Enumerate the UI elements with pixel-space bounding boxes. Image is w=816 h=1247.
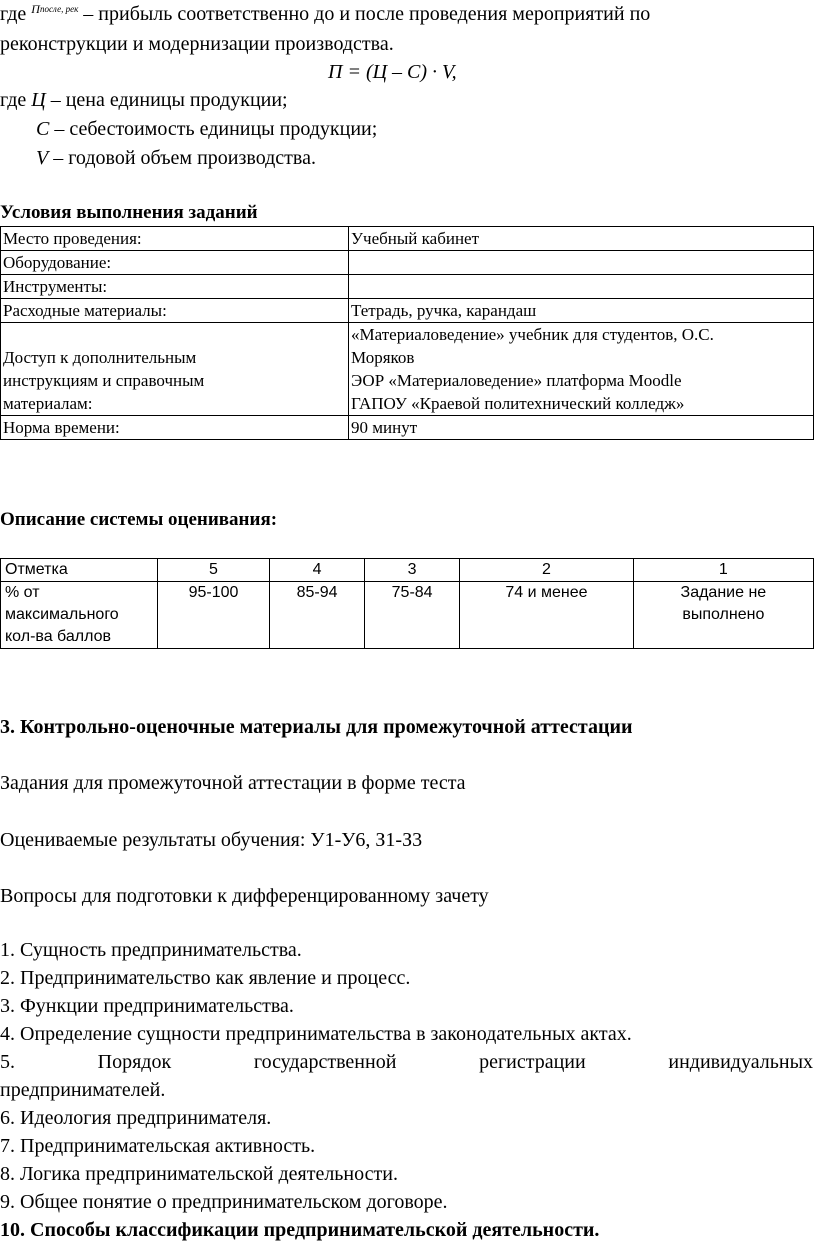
list-item: 5. Порядок государственной регистрации индивидуальных <box>0 1051 813 1073</box>
where-word: где <box>0 3 27 25</box>
table-cell: 90 минут <box>349 416 814 440</box>
grading-heading: Описание системы оценивания: <box>0 509 278 530</box>
intro-line-1 <box>0 2 650 29</box>
table-cell: «Материаловедение» учебник для студентов, О.С. Моряков ЭОР «Материаловедение» платформа Moodle ГАПОУ «Краевой политехнический колледж» <box>349 323 814 416</box>
table-cell: Отметка <box>1 559 158 582</box>
list-item-continuation: предпринимателей. <box>0 1079 166 1101</box>
table-cell: % от максимального кол-ва баллов <box>1 582 158 649</box>
table-row <box>1 299 814 323</box>
table-row <box>1 416 814 440</box>
table-cell: Оборудование: <box>1 251 349 275</box>
table-cell: 2 <box>460 559 634 582</box>
list-item: 9. Общее понятие о предпринимательском договоре. <box>0 1191 448 1213</box>
table-row <box>1 275 814 299</box>
profit-definition: – прибыль соответственно до и после проведения мероприятий по <box>83 3 651 25</box>
table-cell <box>349 251 814 275</box>
def-volume: V – годовой объем производства. <box>36 147 316 169</box>
conditions-heading: Условия выполнения заданий <box>0 202 258 223</box>
table-cell: 74 и менее <box>460 582 634 649</box>
list-item: 8. Логика предпринимательской деятельности. <box>0 1163 398 1185</box>
table-row <box>1 582 814 649</box>
list-item: 1. Сущность предпринимательства. <box>0 939 302 961</box>
list-item: 2. Предпринимательство как явление и процесс. <box>0 967 411 989</box>
list-item: 6. Идеология предпринимателя. <box>0 1107 272 1129</box>
section-3-p1: Задания для промежуточной аттестации в форме теста <box>0 772 466 794</box>
table-cell: 95-100 <box>158 582 270 649</box>
list-item: 4. Определение сущности предпринимательства в законодательных актах. <box>0 1023 632 1045</box>
def-price: где Ц – цена единицы продукции; <box>0 89 288 111</box>
conditions-table <box>0 226 814 440</box>
list-item: 10. Способы классификации предпринимательской деятельности. <box>0 1219 600 1241</box>
table-row <box>1 323 814 416</box>
table-cell: Доступ к дополнительным инструкциям и справочным материалам: <box>1 323 349 416</box>
table-cell <box>349 275 814 299</box>
def-cost: С – себестоимость единицы продукции; <box>36 118 378 140</box>
section-3-heading: 3. Контрольно-оценочные материалы для промежуточной аттестации <box>0 716 633 738</box>
profit-formula-symbol: Ппосле, рек <box>31 2 79 16</box>
section-3-p2: Оцениваемые результаты обучения: У1-У6, З1-З3 <box>0 829 423 851</box>
list-item: 3. Функции предпринимательства. <box>0 995 294 1017</box>
table-cell: Инструменты: <box>1 275 349 299</box>
table-cell: 75-84 <box>365 582 460 649</box>
table-cell: Расходные материалы: <box>1 299 349 323</box>
table-cell: 5 <box>158 559 270 582</box>
table-cell: Тетрадь, ручка, карандаш <box>349 299 814 323</box>
table-row <box>1 251 814 275</box>
table-row <box>1 227 814 251</box>
table-cell: Норма времени: <box>1 416 349 440</box>
table-cell: 1 <box>633 559 813 582</box>
grading-table <box>0 558 814 649</box>
intro-line-2: реконструкции и модернизации производства. <box>0 33 394 55</box>
profit-formula: П = (Ц – С) · V, <box>328 61 457 83</box>
table-cell: Учебный кабинет <box>349 227 814 251</box>
table-cell: Задание не выполнено <box>633 582 813 649</box>
section-3-p3: Вопросы для подготовки к дифференцированному зачету <box>0 885 489 907</box>
table-cell: 85-94 <box>270 582 365 649</box>
table-cell: 3 <box>365 559 460 582</box>
table-cell: 4 <box>270 559 365 582</box>
table-cell: Место проведения: <box>1 227 349 251</box>
list-item: 7. Предпринимательская активность. <box>0 1135 316 1157</box>
table-row <box>1 559 814 582</box>
